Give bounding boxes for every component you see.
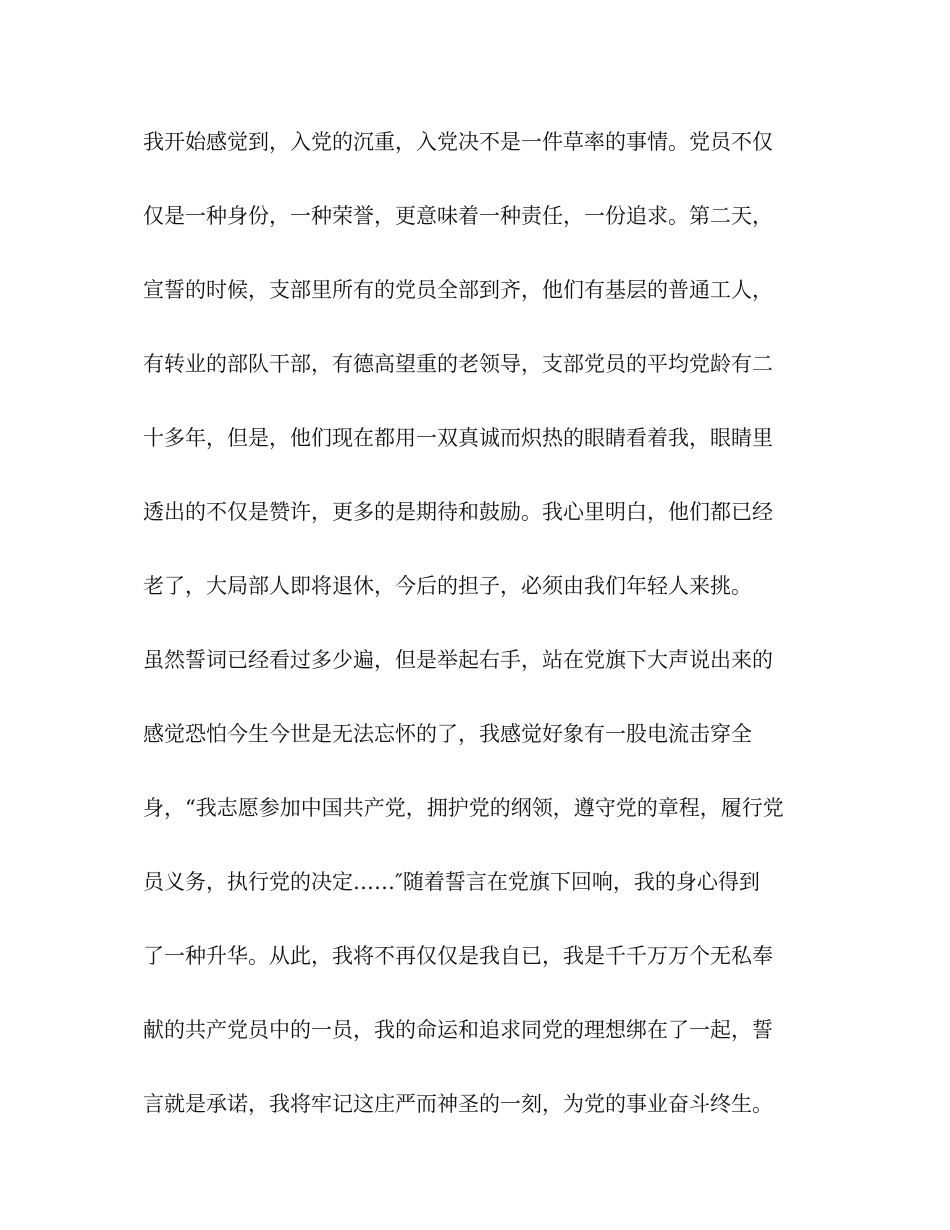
text-line: 十多年，但是，他们现在都用一双真诚而炽热的眼睛看着我，眼睛里 (143, 426, 773, 450)
text-line: 老了，大局部人即将退休，今后的担子，必须由我们年轻人来挑。 (143, 574, 752, 598)
text-line: 透出的不仅是赞许，更多的是期待和鼓励。我心里明白，他们都已经 (143, 500, 773, 524)
text-line: 员义务，执行党的决定……″随着誓言在党旗下回响，我的身心得到 (143, 870, 760, 894)
text-line: 了一种升华。从此，我将不再仅仅是我自已，我是千千万万个无私奉 (143, 944, 773, 968)
text-line: 献的共产党员中的一员，我的命运和追求同党的理想绑在了一起，誓 (143, 1018, 773, 1042)
text-line: 有转业的部队干部，有德高望重的老领导，支部党员的平均党龄有二 (143, 352, 773, 376)
text-line: 我开始感觉到，入党的沉重，入党决不是一件草率的事情。党员不仅 (143, 130, 773, 154)
body-text (143, 122, 843, 1158)
text-line: 感觉恐怕今生今世是无法忘怀的了，我感觉好象有一股电流击穿全 (143, 722, 752, 746)
text-line: 言就是承诺，我将牢记这庄严而神圣的一刻，为党的事业奋斗终生。 (143, 1092, 773, 1116)
text-line: 虽然誓词已经看过多少遍，但是举起右手，站在党旗下大声说出来的 (143, 648, 773, 672)
text-line: 身，“我志愿参加中国共产党，拥护党的纲领，遵守党的章程，履行党 (143, 796, 784, 820)
text-line: 仅是一种身份，一种荣誉，更意味着一种责任，一份追求。第二天， (143, 204, 773, 228)
text-line: 宣誓的时候，支部里所有的党员全部到齐，他们有基层的普通工人， (143, 278, 773, 302)
